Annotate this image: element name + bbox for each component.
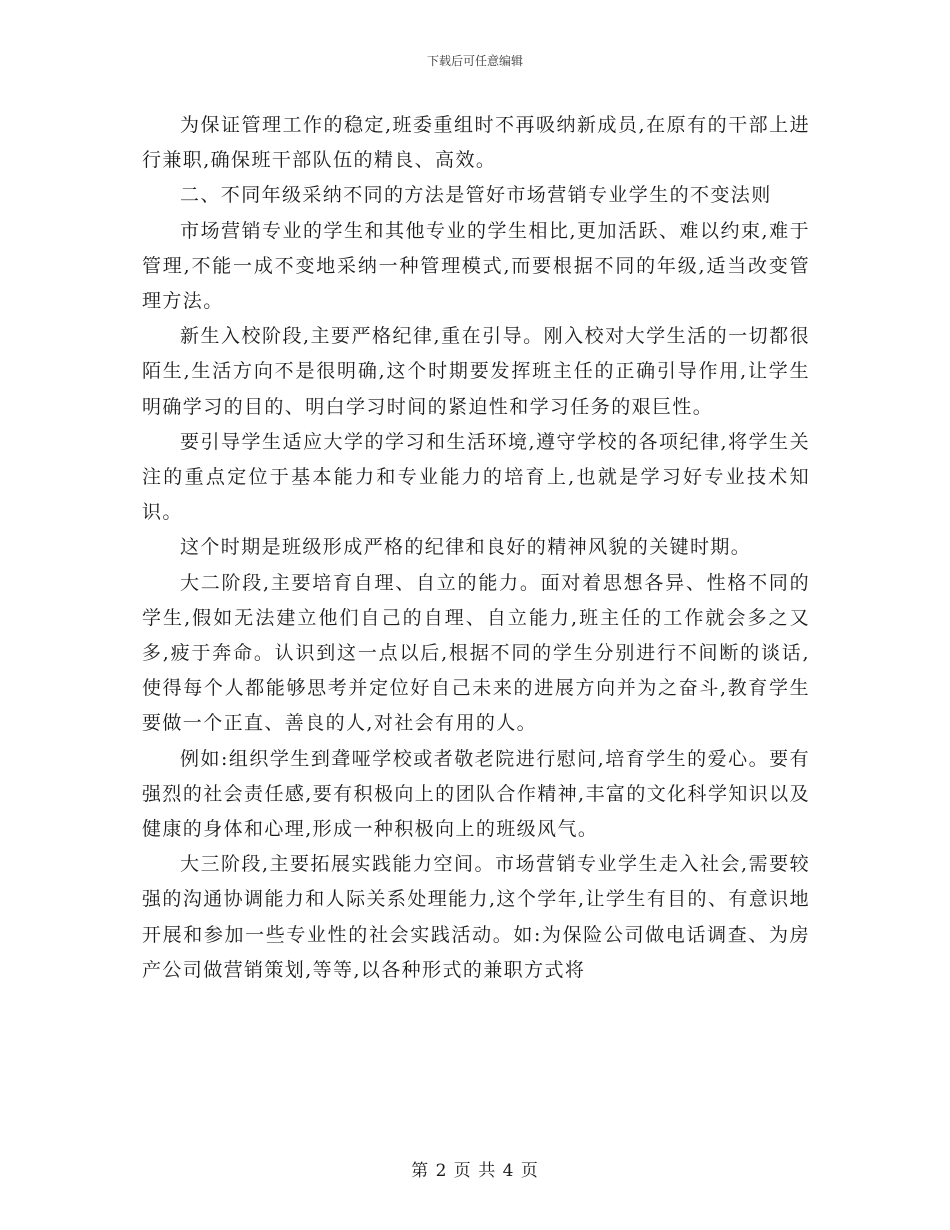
paragraph: 为保证管理工作的稳定,班委重组时不再吸纳新成员,在原有的干部上进行兼职,确保班干部队伍的精良、高效。 [142, 114, 810, 172]
page-header: 下载后可任意编辑 [426, 54, 523, 68]
document-body [142, 108, 810, 988]
paragraph: 大三阶段,主要拓展实践能力空间。市场营销专业学生走入社会,需要较强的沟通协调能力和人际关系处理能力,这个学年,让学生有目的、有意识地开展和参加一些专业性的社会实践活动。如:为保险公司做电话调查、为房产公司做营销策划,等等,以各种形式的兼职方式将 [142, 853, 810, 981]
paragraph: 例如:组织学生到聋哑学校或者敬老院进行慰问,培育学生的爱心。要有强烈的社会责任感,要有积极向上的团队合作精神,丰富的文化科学知识以及健康的身体和心理,形成一种积极向上的班级风气。 [142, 747, 810, 841]
paragraph: 这个时期是班级形成严格的纪律和良好的精神风貌的关键时期。 [180, 536, 752, 559]
paragraph: 市场营销专业的学生和其他专业的学生相比,更加活跃、难以约束,难于管理,不能一成不变地采纳一种管理模式,而要根据不同的年级,适当改变管理方法。 [142, 219, 810, 313]
section-heading: 二、不同年级采纳不同的方法是管好市场营销专业学生的不变法则 [180, 184, 772, 207]
paragraph: 大二阶段,主要培育自理、自立的能力。面对着思想各异、性格不同的学生,假如无法建立他们自己的自理、自立能力,班主任的工作就会多之又多,疲于奔命。认识到这一点以后,根据不同的学生分别进行不间断的谈话,使得每个人都能够思考并定位好自己未来的进展方向并为之奋斗,教育学生要做一个正直、善良的人,对社会有用的人。 [142, 571, 810, 735]
paragraph: 新生入校阶段,主要严格纪律,重在引导。刚入校对大学生活的一切都很陌生,生活方向不是很明确,这个时期要发挥班主任的正确引导作用,让学生明确学习的目的、明白学习时间的紧迫性和学习任务的艰巨性。 [142, 325, 810, 418]
page-number-footer: 第 2 页 共 4 页 [411, 1161, 539, 1181]
paragraph: 要引导学生适应大学的学习和生活环境,遵守学校的各项纪律,将学生关注的重点定位于基本能力和专业能力的培育上,也就是学习好专业技术知识。 [142, 430, 810, 524]
